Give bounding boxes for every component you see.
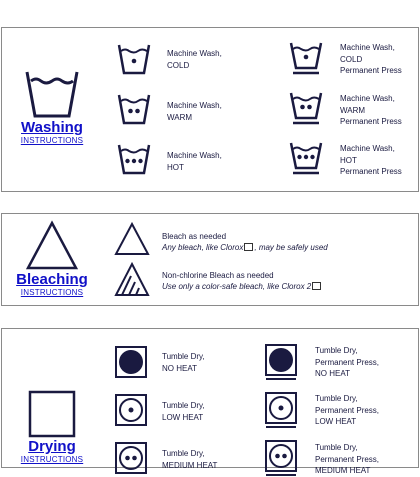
tumble-dry-no-heat-label: Tumble Dry, NO HEAT [162, 352, 205, 373]
bleach-as-needed-label: Bleach as needed Any bleach, like Clorox , may be safely used [162, 232, 328, 252]
non-chlorine-bleach-icon [114, 262, 150, 298]
tumble-dry-no-heat-icon [114, 345, 148, 379]
washing-panel [1, 27, 419, 192]
drying-link[interactable]: Drying [28, 438, 76, 455]
bleaching-panel [1, 213, 419, 306]
machine-wash-warm-permanent-press-icon [288, 90, 324, 128]
machine-wash-warm-label: Machine Wash, WARM [167, 101, 222, 122]
non-chlorine-bleach-label: Non-chlorine Bleach as needed Use only a color-safe bleach, like Clorox 2 [162, 270, 322, 292]
washing-link[interactable]: Washing [21, 119, 83, 136]
washtub-icon [24, 68, 80, 120]
machine-wash-hot-permanent-press-icon [288, 140, 324, 178]
tumble-dry-medium-heat-label: Tumble Dry, MEDIUM HEAT [162, 449, 218, 470]
washing-instructions-link[interactable]: INSTRUCTIONS [20, 136, 84, 145]
machine-wash-warm-permanent-press-label: Machine Wash, WARM Permanent Press [340, 94, 402, 126]
machine-wash-hot-label: Machine Wash, HOT [167, 151, 222, 172]
checkbox-square-icon [244, 243, 253, 251]
tumble-dry-permanent-press-low-heat-label: Tumble Dry, Permanent Press, LOW HEAT [315, 394, 380, 426]
machine-wash-cold-permanent-press-label: Machine Wash, COLD Permanent Press [340, 43, 402, 75]
drying-instructions-link[interactable]: INSTRUCTIONS [20, 455, 84, 464]
machine-wash-warm-icon [116, 92, 152, 126]
tumble-dry-permanent-press-medium-heat-label: Tumble Dry, Permanent Press, MEDIUM HEAT [315, 443, 380, 475]
drying-panel [1, 328, 419, 475]
bleaching-category [2, 220, 102, 298]
checkbox-square-icon [312, 282, 321, 290]
tumble-dry-permanent-press-medium-heat-icon [264, 439, 298, 477]
machine-wash-hot-permanent-press-label: Machine Wash, HOT Permanent Press [340, 144, 402, 176]
tumble-dry-low-heat-icon [114, 393, 148, 427]
tumble-dry-low-heat-label: Tumble Dry, LOW HEAT [162, 401, 205, 422]
machine-wash-hot-icon [116, 142, 152, 176]
bleach-triangle-icon [25, 220, 79, 272]
tumble-dry-permanent-press-no-heat-label: Tumble Dry, Permanent Press, NO HEAT [315, 346, 380, 378]
bleach-as-needed-icon [114, 222, 150, 256]
bleaching-link[interactable]: Bleaching [16, 271, 88, 288]
machine-wash-cold-icon [116, 42, 152, 76]
washing-category [2, 68, 102, 146]
tumble-dry-permanent-press-low-heat-icon [264, 391, 298, 429]
tumble-dry-permanent-press-no-heat-icon [264, 343, 298, 381]
machine-wash-cold-permanent-press-icon [288, 40, 324, 78]
drying-category [2, 389, 102, 465]
bleaching-instructions-link[interactable]: INSTRUCTIONS [20, 288, 84, 297]
dryer-square-icon [27, 389, 77, 439]
tumble-dry-medium-heat-icon [114, 441, 148, 475]
machine-wash-cold-label: Machine Wash, COLD [167, 49, 222, 70]
